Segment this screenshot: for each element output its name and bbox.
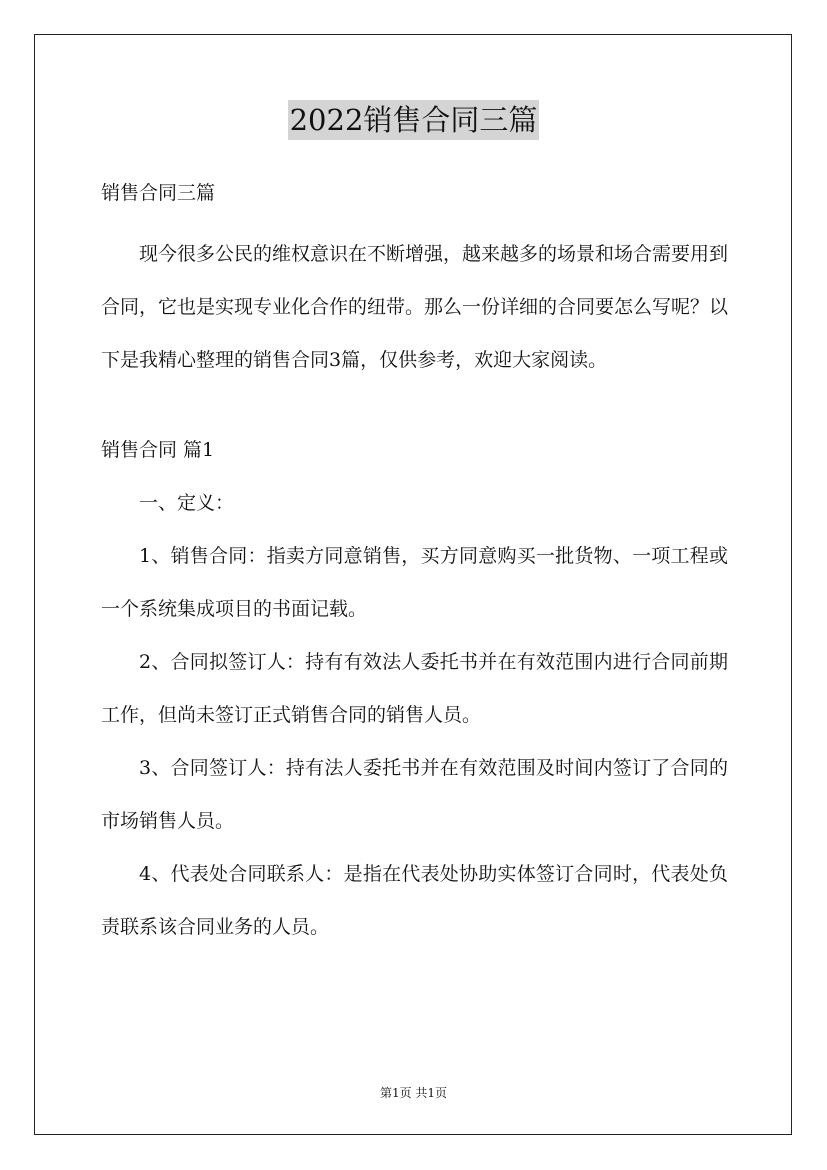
title-container bbox=[0, 100, 827, 140]
document-subtitle: 销售合同三篇 bbox=[101, 182, 216, 204]
definition-item-3: 3、合同签订人：持有法人委托书并在有效范围及时间内签订了合同的市场销售人员。 bbox=[101, 757, 728, 832]
page-footer bbox=[0, 1084, 827, 1101]
definition-item-2: 2、合同拟签订人：持有有效法人委托书并在有效范围内进行合同前期工作，但尚未签订正式销售合同的销售人员。 bbox=[101, 651, 728, 726]
spacer bbox=[101, 387, 728, 424]
page-number-label: 第1页 共1页 bbox=[379, 1086, 448, 1100]
definition-item-4: 4、代表处合同联系人：是指在代表处协助实体签订合同时，代表处负责联系该合同业务的人员。 bbox=[101, 863, 728, 938]
definition-heading: 一、定义： bbox=[139, 492, 235, 514]
definition-item-1: 1、销售合同：指卖方同意销售，买方同意购买一批货物、一项工程或一个系统集成项目的书面记载。 bbox=[101, 545, 728, 620]
document-body bbox=[101, 175, 728, 954]
section-heading: 销售合同 篇1 bbox=[101, 439, 215, 461]
intro-paragraph: 现今很多公民的维权意识在不断增强，越来越多的场景和场合需要用到合同，它也是实现专业化合作的纽带。那么一份详细的合同要怎么写呢？以下是我精心整理的销售合同3篇，仅供参考，欢迎大家阅读。 bbox=[101, 243, 729, 371]
document-title: 2022销售合同三篇 bbox=[288, 100, 540, 140]
